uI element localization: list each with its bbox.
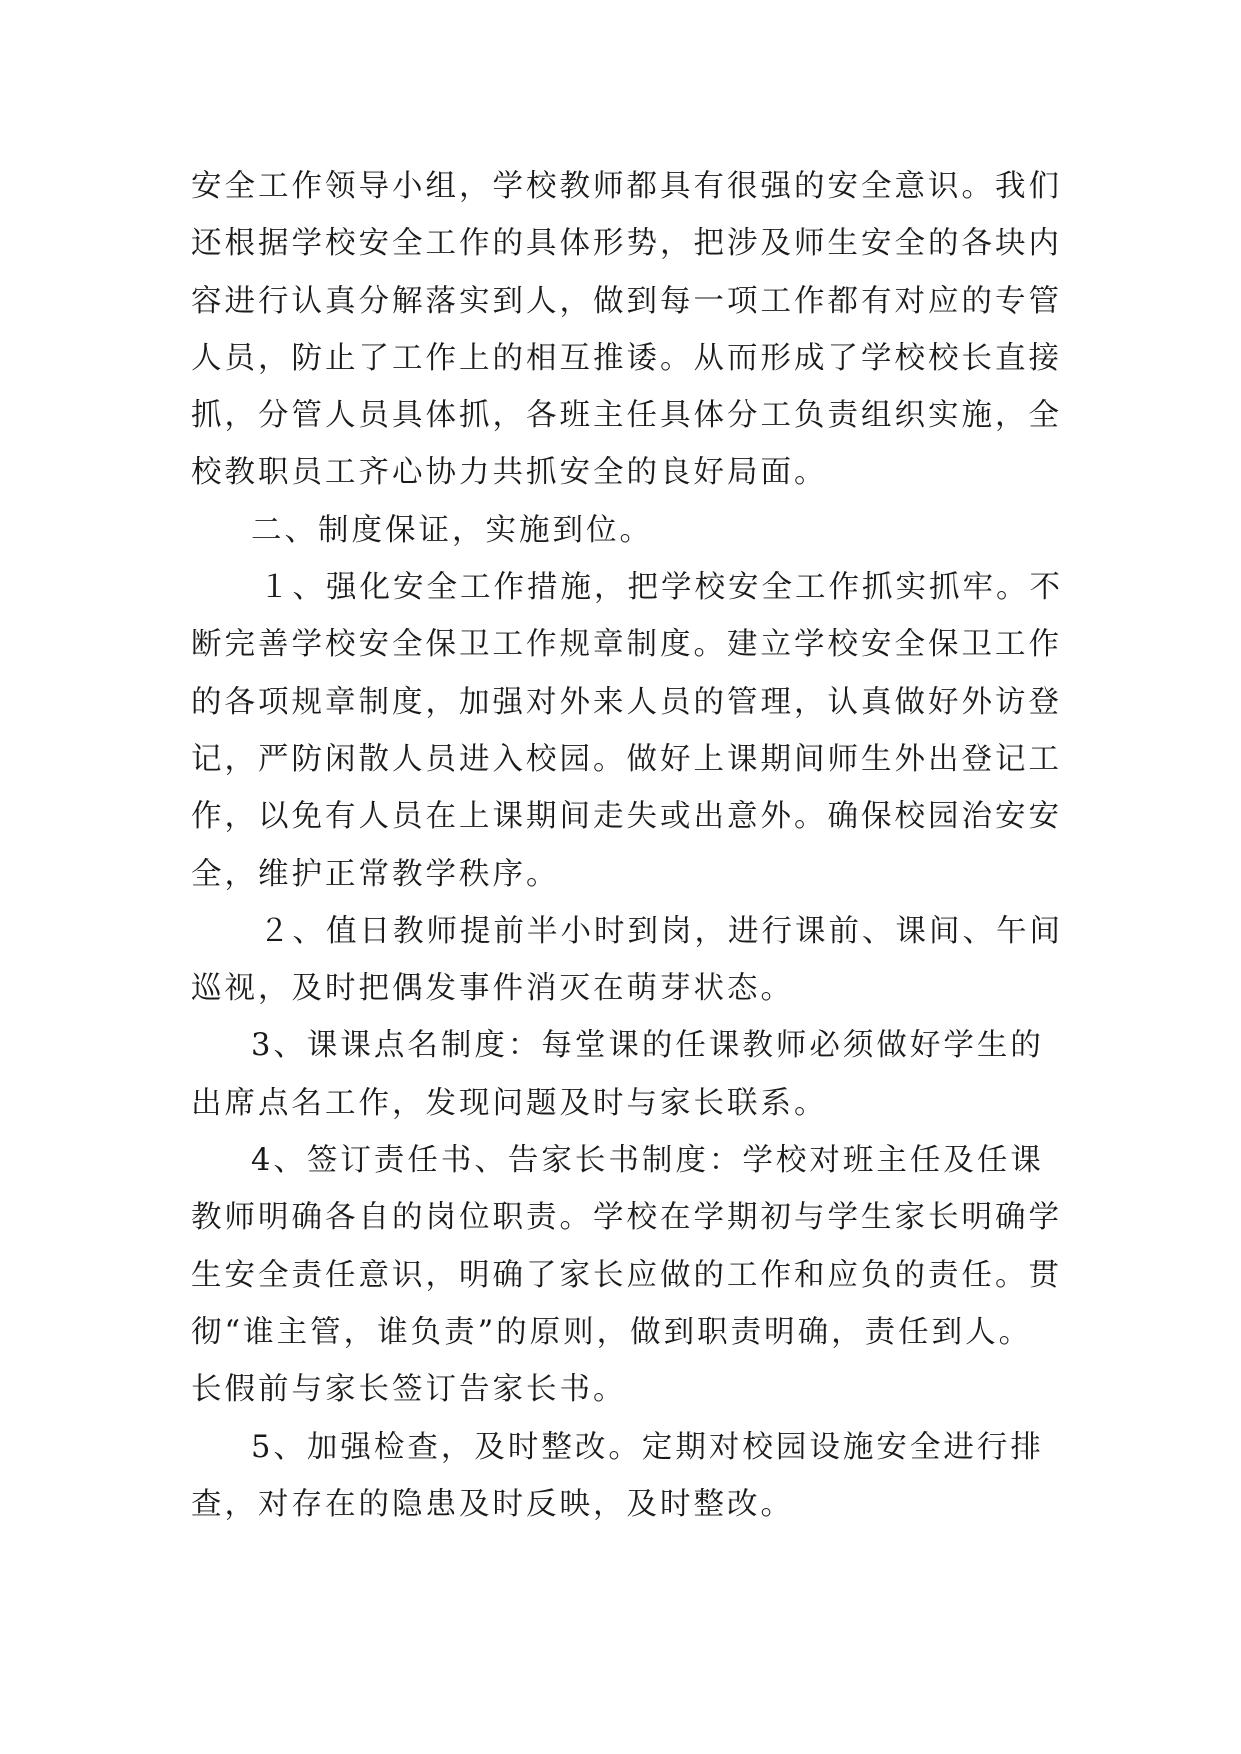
text-line: ２、值日教师提前半小时到岗，进行课前、课间、午间 xyxy=(259,913,1063,949)
text-line: １、强化安全工作措施，把学校安全工作抓实抓牢。不 xyxy=(259,570,1063,606)
text-line: 全，维护正常教学秩序。 xyxy=(191,856,560,892)
text-line: 3、课课点名制度：每堂课的任课教师必须做好学生的 xyxy=(251,1028,1044,1064)
text-line: 记，严防闲散人员进入校园。做好上课期间师生外出登记工 xyxy=(191,741,1062,777)
section-heading: 二、制度保证，实施到位。 xyxy=(251,512,653,548)
text-line: 的各项规章制度，加强对外来人员的管理，认真做好外访登 xyxy=(191,684,1062,720)
text-line: 抓，分管人员具体抓，各班主任具体分工负责组织实施，全 xyxy=(191,398,1062,434)
text-line: 断完善学校安全保卫工作规章制度。建立学校安全保卫工作 xyxy=(191,627,1062,663)
body-text xyxy=(191,158,1063,1533)
text-line: 查，对存在的隐患及时反映，及时整改。 xyxy=(191,1486,794,1522)
text-line: 作，以免有人员在上课期间走失或出意外。确保校园治安安 xyxy=(191,799,1062,835)
text-line: 容进行认真分解落实到人，做到每一项工作都有对应的专管 xyxy=(191,283,1062,319)
text-line: 安全工作领导小组，学校教师都具有很强的安全意识。我们 xyxy=(191,169,1062,204)
text-line: 彻“谁主管，谁负责”的原则，做到职责明确，责任到人。 xyxy=(191,1314,1033,1350)
text-line: 校教职员工齐心协力共抓安全的良好局面。 xyxy=(191,455,828,491)
text-line: 长假前与家长签订告家长书。 xyxy=(191,1372,627,1408)
text-line: 生安全责任意识，明确了家长应做的工作和应负的责任。贯 xyxy=(191,1257,1062,1293)
text-line: 4、签订责任书、告家长书制度：学校对班主任及任课 xyxy=(251,1143,1044,1179)
text-line: 教师明确各自的岗位职责。学校在学期初与学生家长明确学 xyxy=(191,1200,1062,1236)
text-line: 人员，防止了工作上的相互推诿。从而形成了学校校长直接 xyxy=(191,340,1062,376)
text-line: 出席点名工作，发现问题及时与家长联系。 xyxy=(191,1085,828,1121)
text-line: 5、加强检查，及时整改。定期对校园设施安全进行排 xyxy=(251,1429,1044,1465)
text-line: 还根据学校安全工作的具体形势，把涉及师生安全的各块内 xyxy=(191,226,1062,262)
text-line: 巡视，及时把偶发事件消灭在萌芽状态。 xyxy=(191,971,794,1007)
